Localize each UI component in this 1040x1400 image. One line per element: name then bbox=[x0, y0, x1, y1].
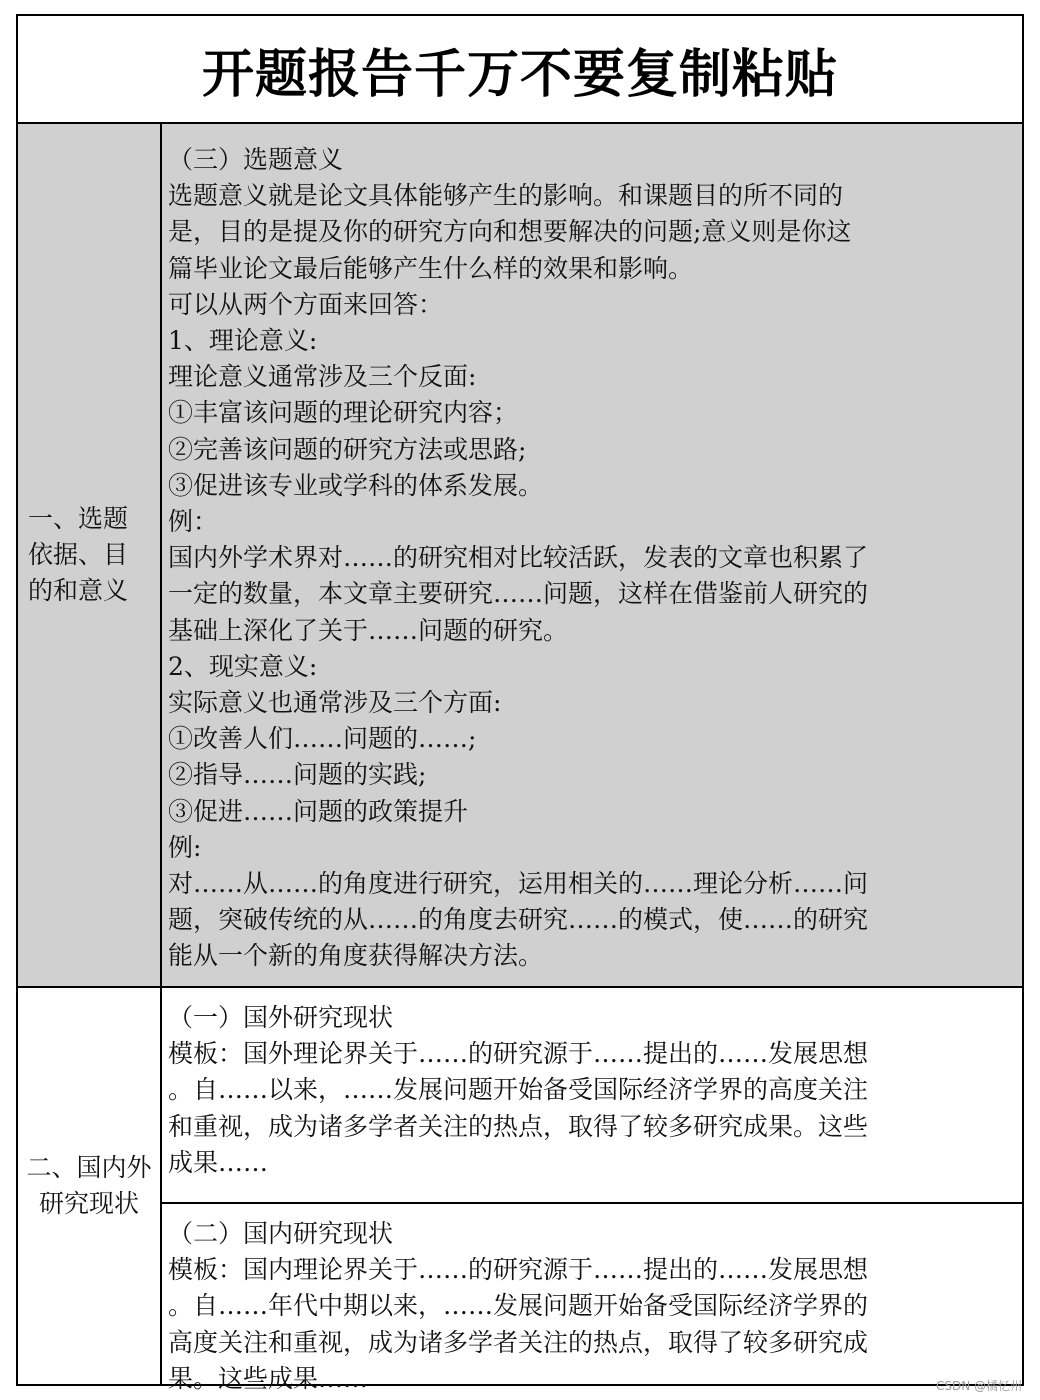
content-line: 和重视，成为诸多学者关注的热点，取得了较多研究成果。这些 bbox=[168, 1111, 869, 1141]
content-line: ③促进该专业或学科的体系发展。 bbox=[168, 470, 544, 500]
content-line: 题，突破传统的从……的角度去研究……的模式，使……的研究 bbox=[168, 905, 869, 935]
content-line: 理论意义通常涉及三个反面: bbox=[168, 362, 477, 392]
content-line: 选题意义就是论文具体能够产生的影响。和课题目的所不同的 bbox=[168, 181, 844, 211]
content-line: ①丰富该问题的理论研究内容； bbox=[168, 398, 519, 428]
row-label-research-status: 二、国内外研究现状 bbox=[18, 988, 162, 1384]
content-line: 模板：国外理论界关于……的研究源于……提出的……发展思想 bbox=[168, 1039, 869, 1069]
content-line: ③促进……问题的政策提升 bbox=[168, 796, 469, 826]
table-row-significance bbox=[18, 124, 1022, 988]
content-line: （三）选题意义 bbox=[168, 145, 344, 174]
content-line: 能从一个新的角度获得解决方法。 bbox=[168, 941, 544, 971]
content-line: 篇毕业论文最后能够产生什么样的效果和影响。 bbox=[168, 253, 694, 283]
content-line: 实际意义也通常涉及三个方面: bbox=[168, 688, 502, 718]
content-line: 可以从两个方面来回答： bbox=[168, 289, 444, 319]
content-line: 。自……以来，……发展问题开始备受国际经济学界的高度关注 bbox=[168, 1075, 869, 1105]
significance-content bbox=[162, 124, 1022, 986]
content-line: ②指导……问题的实践; bbox=[168, 760, 427, 790]
content-line: （二）国内研究现状 bbox=[168, 1219, 394, 1248]
content-line: 高度关注和重视，成为诸多学者关注的热点，取得了较多研究成 bbox=[168, 1327, 869, 1357]
content-line: 是，目的是提及你的研究方向和想要解决的问题;意义则是你这 bbox=[168, 217, 852, 247]
content-line: 2、现实意义: bbox=[168, 651, 318, 681]
page-title: 开题报告千万不要复制粘贴 bbox=[18, 16, 1022, 124]
proposal-table bbox=[16, 14, 1024, 1393]
content-line: 一定的数量，本文章主要研究……问题，这样在借鉴前人研究的 bbox=[168, 579, 869, 609]
content-line: ②完善该问题的研究方法或思路; bbox=[168, 434, 527, 464]
content-line: 成果…… bbox=[168, 1147, 269, 1177]
content-line: 基础上深化了关于……问题的研究。 bbox=[168, 615, 569, 645]
content-line: ①改善人们……问题的……; bbox=[168, 724, 477, 754]
watermark: CSDN @橘忆州 bbox=[935, 1379, 1022, 1393]
content-line: 国内外学术界对……的研究相对比较活跃，发表的文章也积累了 bbox=[168, 543, 869, 573]
row-label-significance: 一、选题依据、目的和意义 bbox=[18, 124, 162, 986]
content-line: 果。这些成果…… bbox=[168, 1363, 369, 1393]
content-line: （一）国外研究现状 bbox=[168, 1003, 394, 1032]
content-line: 模板：国内理论界关于……的研究源于……提出的……发展思想 bbox=[168, 1255, 869, 1285]
foreign-research-cell bbox=[162, 988, 1022, 1204]
content-line: 1、理论意义: bbox=[168, 326, 318, 356]
content-line: 对……从……的角度进行研究，运用相关的……理论分析……问 bbox=[168, 869, 869, 899]
content-line: 例: bbox=[168, 832, 202, 862]
content-line: 例： bbox=[168, 507, 219, 537]
content-line: 。自……年代中期以来，……发展问题开始备受国际经济学界的 bbox=[168, 1291, 869, 1321]
